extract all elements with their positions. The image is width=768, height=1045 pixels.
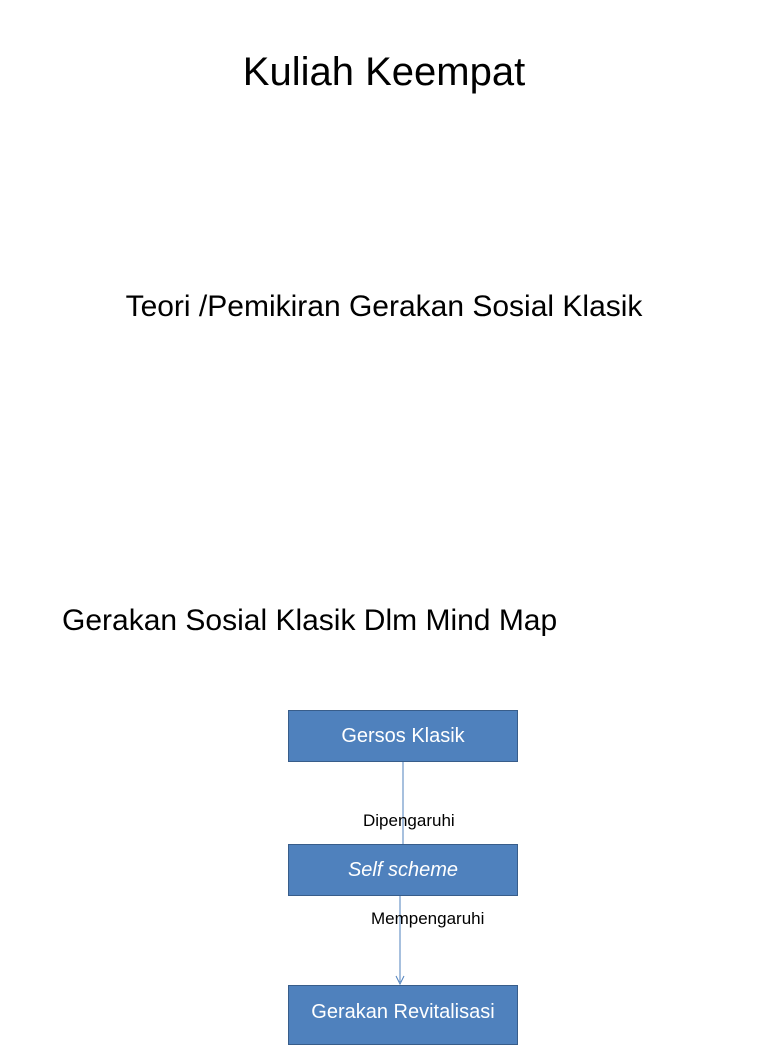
arrowhead-icon	[396, 976, 404, 984]
node-self-scheme: Self scheme	[288, 844, 518, 896]
node-gerakan-revitalisasi: Gerakan Revitalisasi	[288, 985, 518, 1045]
slide-subtitle: Teori /Pemikiran Gerakan Sosial Klasik	[125, 290, 643, 323]
node-gersos-klasik: Gersos Klasik	[288, 710, 518, 762]
mind-map-heading: Gerakan Sosial Klasik Dlm Mind Map	[62, 604, 558, 637]
edge-label-dipengaruhi: Dipengaruhi	[363, 811, 455, 830]
edge-label-mempengaruhi: Mempengaruhi	[371, 909, 485, 928]
slide-title: Kuliah Keempat	[242, 50, 526, 94]
